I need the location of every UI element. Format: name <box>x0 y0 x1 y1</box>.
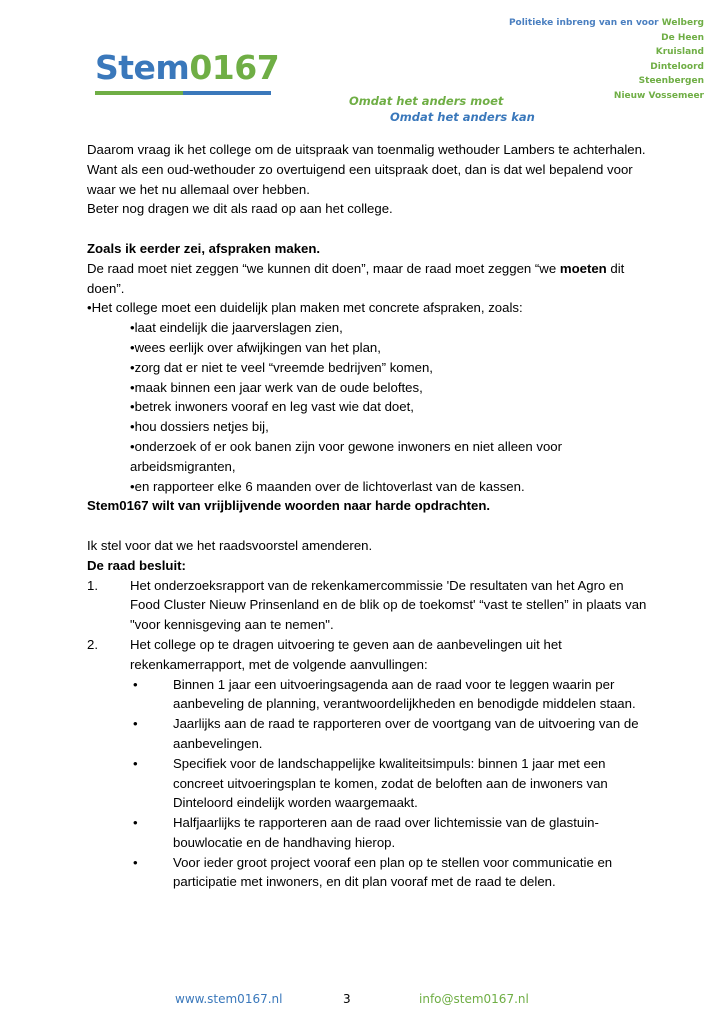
addition-item <box>87 675 647 715</box>
logo <box>95 48 279 88</box>
decision-text: Het onderzoeksrapport van de rekenkamercommissie 'De resultaten van het Agro en Food Cluster Nieuw Prinsenland en de blik op de toekomst' “vast te stellen” in plaats van "voor kennisgeving aan te nemen". <box>130 577 647 633</box>
website-link[interactable]: www.stem0167.nl <box>175 992 283 1006</box>
conclusion: Stem0167 wilt van vrijblijvende woorden naar harde opdrachten. <box>87 498 491 514</box>
tagline-prefix: Politieke inbreng van en voor <box>508 18 659 28</box>
statement-emphasis: moeten <box>559 260 607 276</box>
decision-item <box>87 635 647 675</box>
slogan-line-1: Omdat het anders moet <box>349 94 504 108</box>
plan-intro: •Het college moet een duidelijk plan maken met concrete afspraken, zoals: <box>87 300 523 316</box>
decision-heading: De raad besluit: <box>87 557 186 573</box>
addition-text: Voor ieder groot project vooraf een plan op te stellen voor communicatie en participatie met inwoners, en dit plan vooraf met de raad te delen. <box>173 854 613 890</box>
addition-item <box>87 853 647 893</box>
plan-item: •onderzoek of er ook banen zijn voor gewone inwoners en niet alleen voor arbeidsmigranten, <box>130 438 563 474</box>
bullet-icon: • <box>133 815 138 831</box>
section-heading: Zoals ik eerder zei, afspraken maken. <box>87 240 321 256</box>
decision-text: Het college op te dragen uitvoering te geven aan de aanbevelingen uit het rekenkamerrapport, met de volgende aanvullingen: <box>130 636 562 672</box>
slogan-line-2: Omdat het anders kan <box>390 110 535 124</box>
addition-text: Jaarlijks aan de raad te rapporteren over de voortgang van de uitvoering van de aanbevelingen. <box>173 716 639 751</box>
plan-item: •en rapporteer elke 6 maanden over de lichtoverlast van de kassen. <box>130 478 525 494</box>
paragraph: Want als een oud-wethouder zo overtuigend een uitspraak doet, dan is dat wel bepalend voor waar we het nu allemaal over hebben. <box>87 161 633 197</box>
place: Dinteloord <box>650 61 704 72</box>
plan-item: •maak binnen een jaar werk van de oude beloftes, <box>130 379 423 395</box>
statement-text: De raad moet niet zeggen “we kunnen dit doen”, maar de raad moet zeggen “we <box>87 260 560 276</box>
addition-item <box>87 813 647 853</box>
statement-text: dit doen”. <box>87 260 625 296</box>
bullet-icon: • <box>133 716 138 732</box>
bullet-icon: • <box>133 676 138 692</box>
addition-item <box>87 714 647 754</box>
email-link[interactable]: info@stem0167.nl <box>419 992 529 1006</box>
bullet-icon: • <box>133 755 138 771</box>
plan-item: •hou dossiers netjes bij, <box>130 419 269 435</box>
place: De Heen <box>661 32 704 43</box>
paragraph: Daarom vraag ik het college om de uitspraak van toenmalig wethouder Lambers te achterhalen. <box>87 142 646 157</box>
plan-item: •laat eindelijk die jaarverslagen zien, <box>130 320 343 336</box>
logo-text-stem: Stem <box>95 48 190 87</box>
addition-text: Binnen 1 jaar een uitvoeringsagenda aan de raad voor te leggen waarin per aanbeveling de planning, verantwoordelijkheden en benodigde middelen staan. <box>173 676 636 712</box>
logo-underline <box>95 91 271 95</box>
addition-item <box>87 754 647 813</box>
decision-number: 2. <box>87 636 98 652</box>
logo-text-number: 0167 <box>189 48 280 87</box>
decision-number: 1. <box>87 577 98 593</box>
place: Steenbergen <box>638 76 704 86</box>
page-number: 3 <box>343 992 351 1006</box>
paragraph: Beter nog dragen we dit als raad op aan het college. <box>87 201 393 217</box>
decision-item <box>87 576 647 635</box>
place: Kruisland <box>655 47 704 57</box>
plan-item: •betrek inwoners vooraf en leg vast wie dat doet, <box>130 399 414 415</box>
addition-text: Halfjaarlijks te rapporteren aan de raad over lichtemissie van de glastuin-bouwlocatie en de handhaving hierop. <box>173 815 599 850</box>
statement <box>87 259 647 299</box>
amend-intro: Ik stel voor dat we het raadsvoorstel amenderen. <box>87 537 373 553</box>
place: Welberg <box>661 18 704 28</box>
document-body <box>87 140 647 892</box>
plan-item: •wees eerlijk over afwijkingen van het plan, <box>130 339 381 355</box>
header-places <box>509 16 704 103</box>
bullet-icon: • <box>133 854 138 870</box>
addition-text: Specifiek voor de landschappelijke kwaliteitsimpuls: binnen 1 jaar met een concreet uitvoeringsplan te komen, zodat de beloften aan de inwoners van Dinteloord eindelijk worden waargemaakt. <box>173 755 608 811</box>
plan-item: •zorg dat er niet te veel “vreemde bedrijven” komen, <box>130 359 433 375</box>
place: Nieuw Vossemeer <box>613 90 704 101</box>
